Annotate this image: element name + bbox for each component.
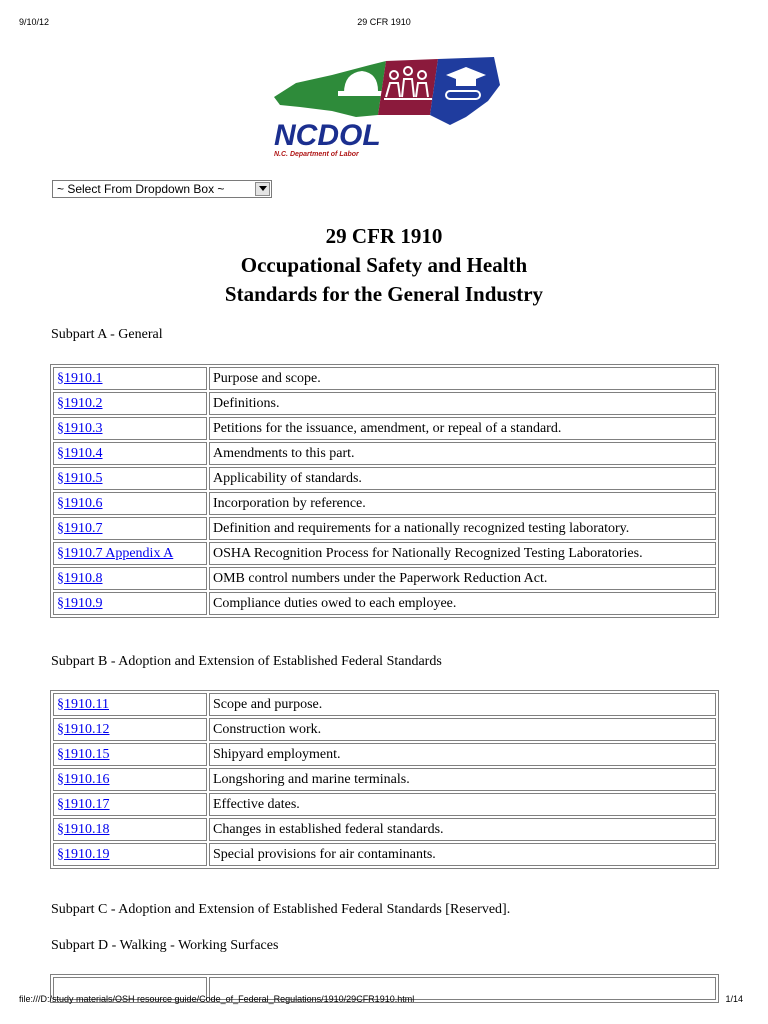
subpart-a-table <box>50 364 719 618</box>
dropdown-arrow-button[interactable] <box>255 182 270 196</box>
chevron-down-icon <box>259 186 267 192</box>
subpart-a-heading: Subpart A - General <box>51 327 163 342</box>
page-title <box>0 222 768 309</box>
title-line-1: 29 CFR 1910 <box>325 224 443 248</box>
section-link[interactable]: §1910.5 <box>57 470 103 486</box>
table-row <box>53 818 716 841</box>
subpart-b-table <box>50 690 719 869</box>
section-link[interactable]: §1910.9 <box>57 595 103 611</box>
table-row <box>53 517 716 540</box>
table-row <box>53 367 716 390</box>
table-row <box>53 392 716 415</box>
table-row <box>53 592 716 615</box>
section-description: Applicability of standards. <box>209 467 716 490</box>
subpart-d-heading: Subpart D - Walking - Working Surfaces <box>51 938 279 953</box>
title-line-3: Standards for the General Industry <box>224 282 544 306</box>
section-link[interactable]: §1910.12 <box>57 721 110 737</box>
print-url: file:///D:/study materials/OSH resource guide/Code_of_Federal_Regulations/1910/29CFR1910.html <box>19 994 415 1004</box>
table-row <box>53 542 716 565</box>
section-link[interactable]: §1910.8 <box>57 570 103 586</box>
section-description: Changes in established federal standards. <box>209 818 716 841</box>
section-description: Purpose and scope. <box>209 367 716 390</box>
section-link[interactable]: §1910.11 <box>57 696 109 712</box>
section-link[interactable]: §1910.3 <box>57 420 103 436</box>
table-row <box>53 567 716 590</box>
section-link[interactable]: §1910.15 <box>57 746 110 762</box>
section-description: OSHA Recognition Process for Nationally Recognized Testing Laboratories. <box>209 542 716 565</box>
print-title: 29 CFR 1910 <box>357 17 411 27</box>
section-link[interactable]: §1910.6 <box>57 495 103 511</box>
section-description: Incorporation by reference. <box>209 492 716 515</box>
subpart-c-heading: Subpart C - Adoption and Extension of Established Federal Standards [Reserved]. <box>51 902 511 917</box>
section-link[interactable]: §1910.4 <box>57 445 103 461</box>
table-row <box>53 693 716 716</box>
logo-wordmark: NCDOL <box>274 119 381 152</box>
section-description: Definitions. <box>209 392 716 415</box>
section-description: Special provisions for air contaminants. <box>209 843 716 866</box>
table-row <box>53 793 716 816</box>
section-description: OMB control numbers under the Paperwork Reduction Act. <box>209 567 716 590</box>
section-select-dropdown[interactable] <box>52 180 272 198</box>
section-description: Definition and requirements for a nationally recognized testing laboratory. <box>209 517 716 540</box>
section-link[interactable]: §1910.17 <box>57 796 110 812</box>
table-row <box>53 417 716 440</box>
section-link[interactable]: §1910.2 <box>57 395 103 411</box>
table-row <box>53 492 716 515</box>
hard-hat-brim <box>338 91 382 96</box>
print-page-number: 1/14 <box>725 994 743 1004</box>
table-row <box>53 743 716 766</box>
table-row <box>53 467 716 490</box>
section-link[interactable]: §1910.16 <box>57 771 110 787</box>
section-description: Shipyard employment. <box>209 743 716 766</box>
section-description: Scope and purpose. <box>209 693 716 716</box>
section-link[interactable]: §1910.18 <box>57 821 110 837</box>
table-row <box>53 843 716 866</box>
print-footer <box>0 994 768 1006</box>
subpart-b-heading: Subpart B - Adoption and Extension of Established Federal Standards <box>51 654 442 669</box>
ncdol-logo-graphic <box>270 55 502 159</box>
section-link[interactable]: §1910.1 <box>57 370 103 386</box>
section-description: Compliance duties owed to each employee. <box>209 592 716 615</box>
section-description: Construction work. <box>209 718 716 741</box>
section-link[interactable]: §1910.19 <box>57 846 110 862</box>
table-row <box>53 442 716 465</box>
title-line-2: Occupational Safety and Health <box>240 253 528 277</box>
section-description: Effective dates. <box>209 793 716 816</box>
section-link[interactable]: §1910.7 <box>57 520 103 536</box>
table-row <box>53 768 716 791</box>
section-description: Longshoring and marine terminals. <box>209 768 716 791</box>
section-link[interactable]: §1910.7 Appendix A <box>57 545 174 561</box>
print-header <box>0 17 768 29</box>
dropdown-selected-value: ~ Select From Dropdown Box ~ <box>57 182 225 196</box>
logo-subtitle: N.C. Department of Labor <box>274 151 359 158</box>
print-date: 9/10/12 <box>19 17 50 27</box>
ncdol-logo[interactable] <box>270 55 502 159</box>
table-row <box>53 718 716 741</box>
section-description: Amendments to this part. <box>209 442 716 465</box>
section-description: Petitions for the issuance, amendment, or repeal of a standard. <box>209 417 716 440</box>
